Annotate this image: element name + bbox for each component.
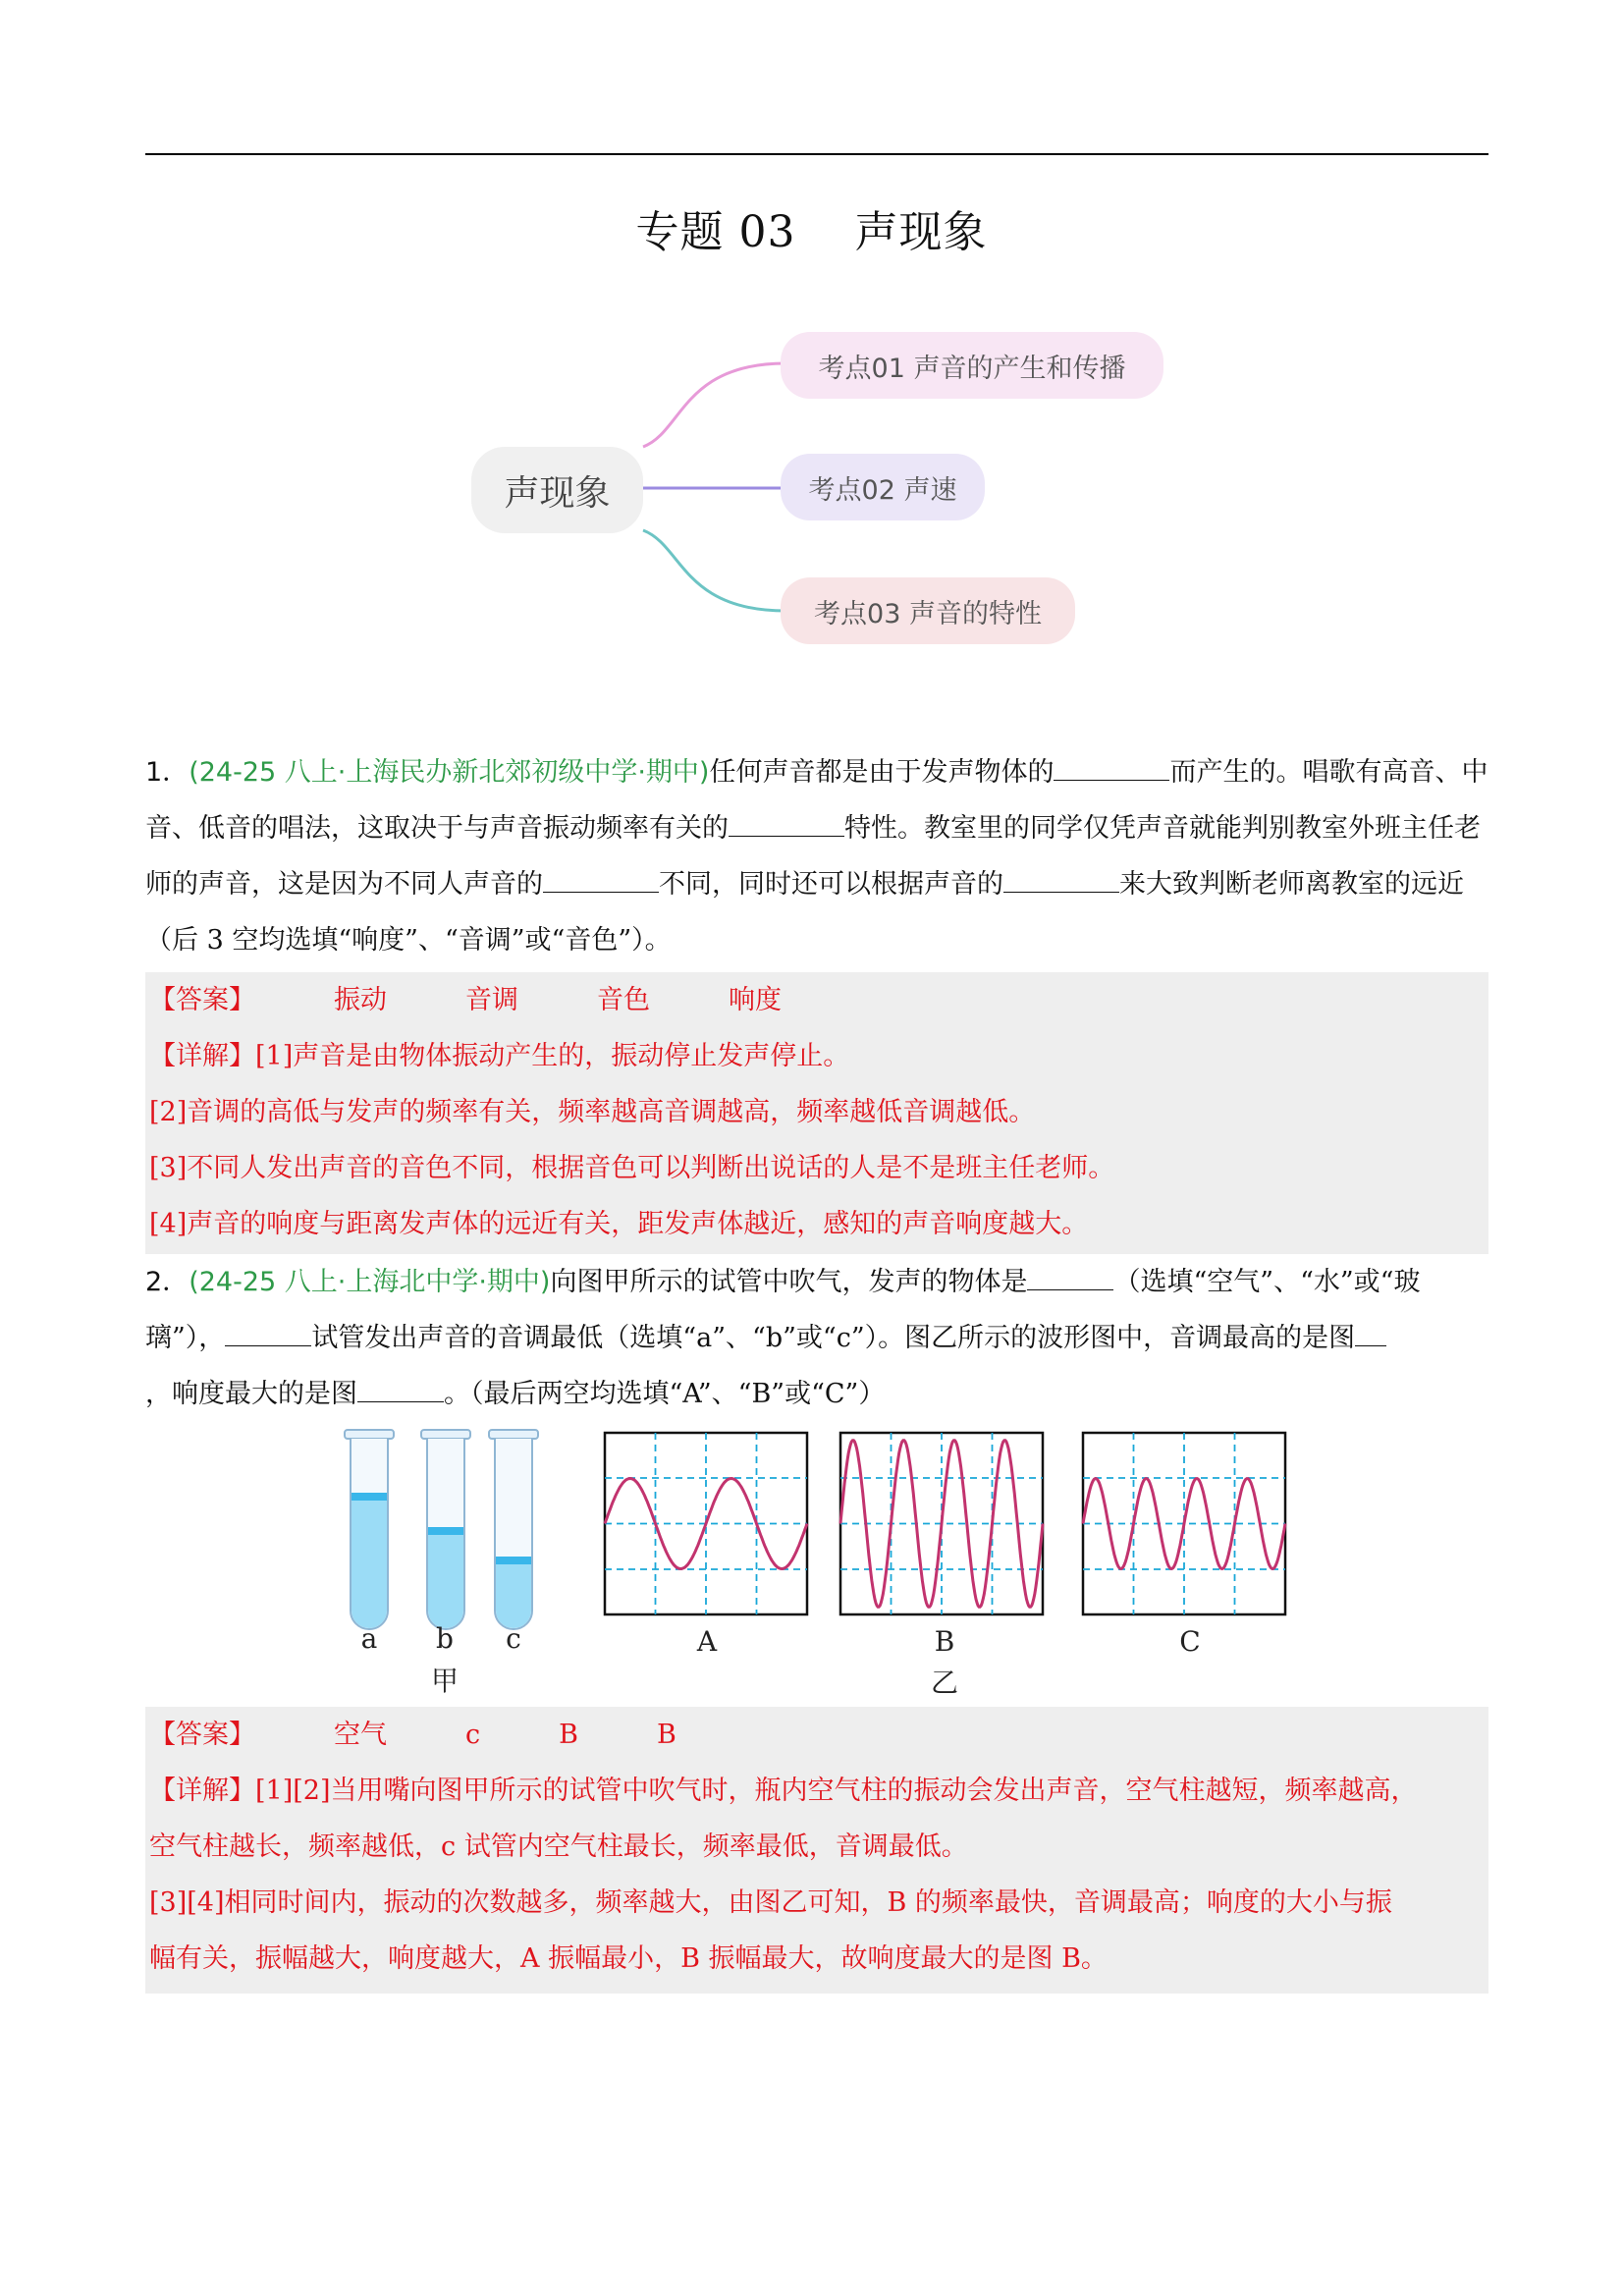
detail-line: 幅有关，振幅越大，响度越大，A 振幅最小，B 振幅最大，故响度最大的是图 B。 [149,1943,1108,1974]
answer-blank-1[interactable] [1054,756,1169,781]
answer-blank-4[interactable] [357,1378,444,1402]
answer-value: B [656,1720,676,1750]
detail-label: 【详解】 [149,1041,255,1071]
wave-caption: 乙 [930,1667,958,1699]
answer-blank-1[interactable] [1027,1266,1113,1290]
answer-line [149,972,1488,1028]
question-source: (24-25 八上·上海北中学·期中) [189,1267,551,1297]
wave-label-a: A [696,1625,718,1658]
detail-line: [4]声音的响度与距离发声体的远近有关，距发声体越近，感知的声音响度越大。 [149,1209,1089,1239]
answer-blank-2[interactable] [729,812,844,837]
waveform-panel-c [1083,1433,1285,1614]
question-text: 试管发出声音的音调最低（选填“a”、“b”或“c”）。图乙所示的波形图中，音调最高的是图 [311,1323,1356,1353]
answer-value: 响度 [729,985,782,1015]
detail-text: [1]声音是由物体振动产生的，振动停止发声停止。 [255,1041,850,1071]
question-2 [145,1254,1488,1422]
test-tubes-drawing [334,1424,550,1635]
question-1 [145,744,1488,968]
answer-blank-2[interactable] [225,1322,311,1346]
question-text: 。（最后两空均选填“A”、“B”或“C”） [444,1379,886,1409]
detail-line: [2]音调的高低与发声的频率有关，频率越高音调越高，频率越低音调越低。 [149,1097,1036,1127]
header-rule [145,153,1488,155]
question-text: 来大致判断老师离教室的远近（后 3 空均选填“响度”、“音调”或“音色”）。 [145,869,1464,956]
answer-value: c [465,1720,481,1750]
answer-blank-3[interactable] [543,868,659,893]
detail-line: [3]不同人发出声音的音色不同，根据音色可以判断出说话的人是不是班主任老师。 [149,1153,1115,1183]
detail-line [149,1763,1488,1819]
question-source: (24-25 八上·上海民办新北郊初级中学·期中) [189,757,710,788]
question-text: 特性。教室里的同学仅凭声音就能判别教室外班主任老师的声音，这是因为不同人声音的 [145,813,1481,900]
wave-label-c: C [1179,1625,1201,1658]
answer-value: B [559,1720,578,1750]
connector-branch-1 [643,363,785,447]
detail-line: [3][4]相同时间内，振动的次数越多，频率越大，由图乙可知，B 的频率最快，音调最高；响度的大小与振 [149,1887,1392,1918]
test-tube-a [345,1430,394,1629]
answer-value: 空气 [334,1720,387,1750]
question-number: 1． [145,757,189,788]
waveform-panel-b [840,1433,1043,1614]
detail-label: 【详解】 [149,1776,255,1806]
connector-branch-3 [643,530,785,611]
question-text: 而产生的。唱歌有高音、中音、低音的唱法，这取决于与声音振动频率有关的 [145,757,1488,844]
test-tube-c [489,1430,538,1629]
tube-label-a: a [360,1622,378,1655]
waveforms-drawing [599,1429,1296,1625]
answer-label: 【答案】 [149,985,255,1015]
question-text: 不同，同时还可以根据声音的 [659,869,1003,900]
answer-block-2 [145,1707,1488,1994]
question-text: 任何声音都是由于发声物体的 [709,757,1055,788]
answer-value: 振动 [334,985,387,1015]
question-text: ，响度最大的是图 [145,1379,357,1409]
answer-value: 音色 [597,985,650,1015]
answer-label: 【答案】 [149,1720,255,1750]
test-tube-b [421,1430,470,1629]
waveform-panel-a [605,1433,807,1614]
question-text: 璃”）， [145,1323,226,1353]
answer-blank-4[interactable] [1003,868,1119,893]
detail-line: 空气柱越长，频率越低，c 试管内空气柱最长，频率最低，音调最低。 [149,1831,968,1862]
question-text: （选填“空气”、“水”或“玻 [1113,1267,1421,1297]
wave-label-b: B [934,1625,955,1658]
answer-blank-3[interactable] [1355,1322,1386,1346]
tube-caption: 甲 [430,1665,459,1697]
mind-map-branch-2: 考点02 声速 [781,454,985,520]
mind-map-branch-1: 考点01 声音的产生和传播 [781,332,1163,399]
detail-line [149,1028,1488,1084]
mind-map-root: 声现象 [471,447,643,533]
answer-value: 音调 [465,985,518,1015]
tube-label-b: b [436,1622,454,1655]
answer-block-1 [145,972,1488,1254]
question-number: 2． [145,1267,189,1297]
mind-map-branch-3: 考点03 声音的特性 [781,577,1075,644]
tube-label-c: c [506,1622,521,1655]
detail-text: [1][2]当用嘴向图甲所示的试管中吹气时，瓶内空气柱的振动会发出声音，空气柱越短，频率越高， [255,1776,1418,1806]
answer-line [149,1707,1488,1763]
question-text: 向图甲所示的试管中吹气，发声的物体是 [550,1267,1028,1297]
page-title: 专题 03 声现象 [635,207,988,257]
